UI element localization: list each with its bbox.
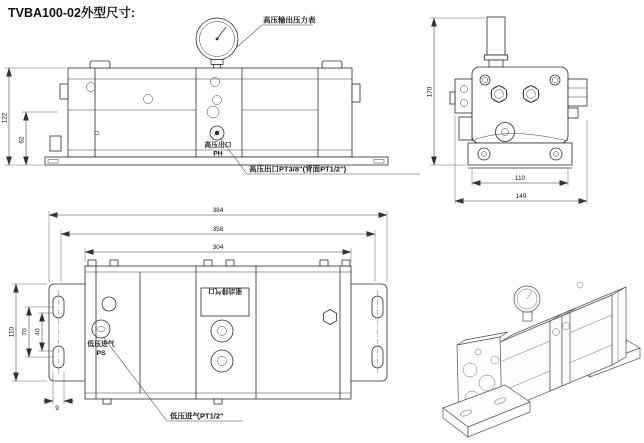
side-body [45, 61, 388, 165]
muffler-nut [489, 60, 503, 67]
gauge-hub [216, 38, 219, 41]
gauge-stem [211, 60, 223, 65]
pressure-gauge-icon [196, 18, 238, 69]
dim-tube-length: 304 [212, 244, 224, 251]
inlet-code: PS [96, 350, 106, 357]
isometric-view [443, 282, 640, 437]
dim-lower-height: 62 [18, 136, 26, 144]
gauge-callout: 高压输出压力表 [263, 15, 316, 25]
exhaust-label: 驱动排气口 [208, 287, 242, 294]
iso-pressure-gauge [514, 286, 540, 321]
dim-height: 170 [426, 86, 434, 98]
iso-front-foot [443, 385, 530, 437]
right-side-block [568, 79, 587, 118]
tie-rod-tab [226, 260, 234, 266]
tie-rod-nut [322, 61, 342, 68]
tie-rod-nut [90, 61, 110, 68]
dim-slot-inner-span: 40 [34, 328, 42, 336]
bolt-head [577, 282, 583, 288]
dim-flange-width: 110 [8, 326, 16, 338]
hp-port-label: 高压出口 [204, 142, 232, 149]
muffler [485, 17, 508, 67]
tie-rod-tab [214, 399, 222, 404]
tie-rod-tab [204, 260, 212, 266]
end-foot [468, 143, 572, 168]
left-boss [60, 84, 68, 99]
dim-body-length: 358 [212, 226, 224, 233]
dim-overall-length: 384 [212, 207, 224, 214]
tie-rod-tab [110, 260, 118, 266]
dim-slot-span: 70 [21, 328, 29, 336]
dim-overall-width: 149 [515, 193, 527, 200]
dim-total-height: 122 [1, 112, 9, 124]
dim-foot-bolt-span: 110 [514, 175, 526, 182]
side-view [2, 15, 421, 175]
tie-rod-tab [320, 260, 328, 266]
plan-view [9, 207, 388, 421]
end-view [427, 17, 588, 204]
inlet-callout: 低压进气PT1/2" [170, 411, 224, 421]
drawing-title: TVBA100-02外型尺寸: [8, 6, 136, 20]
tie-rod-tab [88, 260, 96, 266]
left-side-blocks [450, 79, 472, 140]
inlet-label: 低压进气 [87, 341, 115, 348]
gauge-leader-line [237, 25, 313, 47]
right-boss [352, 84, 360, 102]
tie-rod-tab [342, 260, 350, 266]
outlet-callout: 高压出口PT3/8"(背面PT1/2") [249, 164, 347, 174]
left-gusset [50, 136, 61, 151]
tie-rod-tab [103, 399, 111, 404]
end-body [472, 67, 568, 143]
plan-body [85, 260, 351, 404]
hp-port-code: PH [213, 150, 223, 158]
dim-slot-offset: 9 [55, 405, 59, 412]
